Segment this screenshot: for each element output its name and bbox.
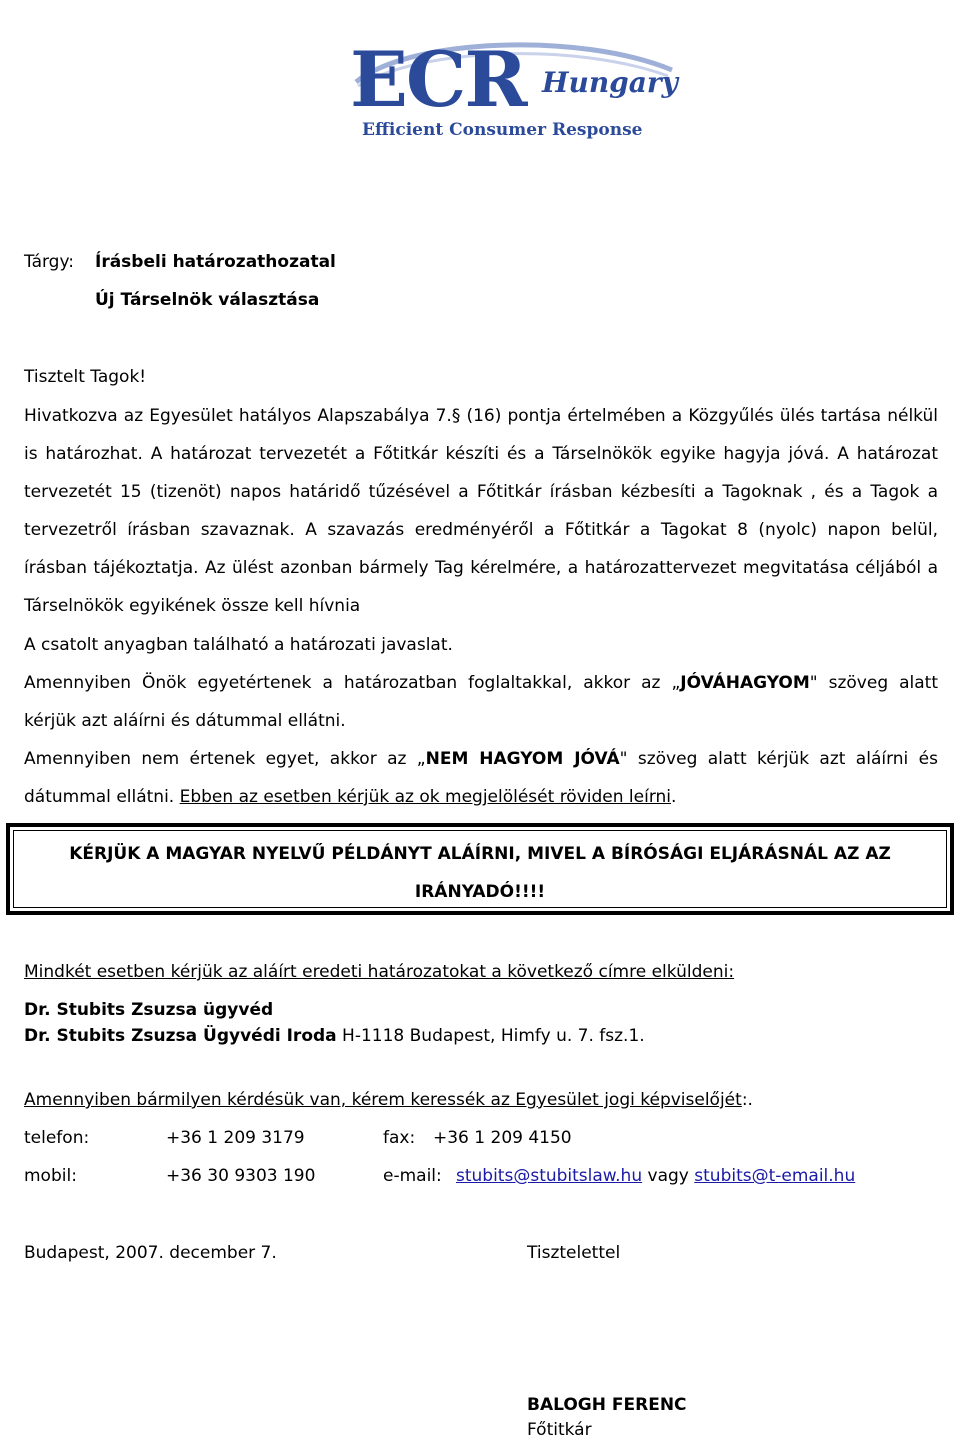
mobile-number: +36 30 9303 190 [166, 1166, 316, 1186]
address-name: Dr. Stubits Zsuzsa ügyvéd [24, 1000, 274, 1020]
contact-intro-end: :. [741, 1090, 753, 1110]
subject-line-1: Írásbeli határozathozatal [95, 252, 336, 272]
notice-line-1: KÉRJÜK A MAGYAR NYELVŰ PÉLDÁNYT ALÁÍRNI, MIVEL A BÍRÓSÁGI ELJÁRÁSNÁL AZ AZ [69, 844, 891, 864]
contact-intro-text: Amennyiben bármilyen kérdésük van, kérem keressék az Egyesület jogi képviselőjét [24, 1090, 742, 1110]
email-link-temail[interactable]: stubits@t-email.hu [694, 1166, 856, 1186]
phone-label: telefon: [24, 1128, 90, 1148]
logo-tagline: Efficient Consumer Response [362, 120, 643, 140]
notice-line-2: IRÁNYADÓ!!!! [414, 882, 546, 902]
body-paragraph: Hivatkozva az Egyesület hatályos Alapszabálya 7.§ (16) pontja értelmében a Közgyűlés ülés tartása nélkül is határozhat. A határozat tervezetét a Főtitkár készíti és a Társelnökök egyike hagyja jóvá. A határozat tervezetét 15 (tizenöt) napos határidő tűzésével a Főtitkár írásban kézbesíti a Tagoknak , és a Tagok a tervezetről írásban szavaznak. A szavazás eredményéről a Főtitkár a Tagokat 8 (nyolc) napon belül, írásban tájékoztatja. Az ülést azonban bármely Tag kérelmére, a határozattervezet megvitatása céljából a Társelnökök egyikének össze kell hívnia [24, 406, 938, 616]
approve-text-before: Amennyiben Önök egyetértenek a határozatban foglaltakkal, akkor az „ [24, 673, 681, 693]
place-date: Budapest, 2007. december 7. [24, 1243, 277, 1263]
reject-text-end: . [671, 787, 677, 807]
closing-salutation: Tisztelettel [527, 1243, 621, 1263]
address-office: Dr. Stubits Zsuzsa Ügyvédi Iroda [24, 1026, 337, 1046]
email-or: vagy [647, 1166, 689, 1186]
ecr-hungary-logo [350, 35, 680, 155]
phone-number: +36 1 209 3179 [166, 1128, 305, 1148]
reject-instruction [24, 740, 938, 816]
logo-country: Hungary [542, 66, 678, 99]
send-instruction: Mindkét esetben kérjük az aláírt eredeti határozatokat a következő címre elküldeni: [24, 962, 735, 982]
signature-notice-box [6, 823, 954, 915]
approve-keyword: JÓVÁHAGYOM [680, 673, 810, 693]
reject-reason-request: Ebben az esetben kérjük az ok megjelölését röviden leírni [179, 787, 672, 807]
signer-name: BALOGH FERENC [527, 1395, 687, 1415]
fax-number: +36 1 209 4150 [433, 1128, 572, 1148]
reject-text-before: Amennyiben nem értenek egyet, akkor az „ [24, 749, 426, 769]
signer-title: Főtitkár [527, 1420, 592, 1440]
greeting: Tisztelt Tagok! [24, 367, 147, 387]
address-line [24, 1026, 645, 1046]
subject-line-2: Új Társelnök választása [95, 290, 320, 310]
reject-keyword: NEM HAGYOM JÓVÁ [425, 749, 620, 769]
attachment-line: A csatolt anyagban található a határozati javaslat. [24, 635, 453, 655]
logo-letters: ECR [350, 35, 526, 124]
address-street: H-1118 Budapest, Himfy u. 7. fsz.1. [336, 1026, 645, 1046]
approve-instruction [24, 664, 938, 740]
contact-intro [24, 1090, 753, 1110]
email-label: e-mail: [383, 1166, 442, 1186]
email-line [456, 1166, 855, 1186]
reject-text-after: " szöveg alatt kérjük azt aláírni és dátummal ellátni. [24, 749, 938, 807]
email-link-stubitslaw[interactable]: stubits@stubitslaw.hu [456, 1166, 643, 1186]
signature-notice-inner [13, 830, 947, 908]
approve-text-after: " szöveg alatt kérjük azt aláírni és dátummal ellátni. [24, 673, 938, 731]
fax-label: fax: [383, 1128, 416, 1148]
mobile-label: mobil: [24, 1166, 77, 1186]
subject-label: Tárgy: [24, 252, 75, 272]
